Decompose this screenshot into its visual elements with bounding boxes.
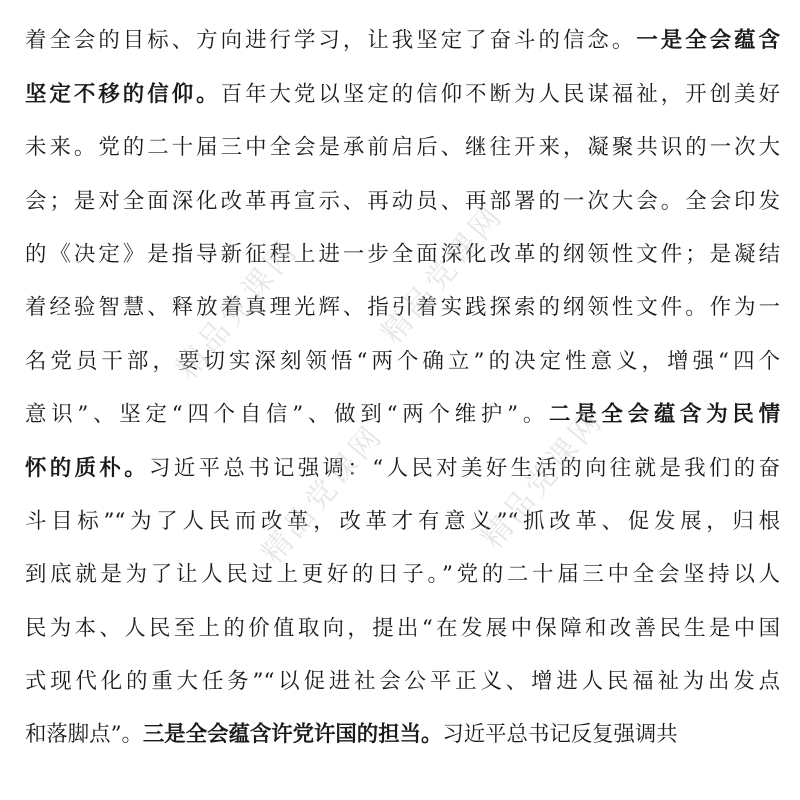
bold-heading-segment: 坚定不移的信仰。 [25,81,221,107]
bold-heading-segment: 怀的质朴。 [25,455,150,481]
text-line [25,335,780,388]
text-line [25,175,780,228]
text-line [25,388,780,441]
text-line [25,495,780,548]
text-segment: 未来。党的二十届三中全会是承前启后、继往开来，凝聚共识的一次大 [25,135,780,161]
text-line [25,708,780,761]
bold-heading-segment: 一是全会蕴含 [636,28,780,54]
text-segment: 习近平总书记强调：“人民对美好生活的向往就是我们的奋 [149,455,780,481]
body-text [25,0,780,762]
text-line [25,548,780,601]
text-segment: 意识”、坚定“四个自信”、做到“两个维护”。 [25,402,550,428]
text-line [25,602,780,655]
text-segment: 名党员干部，要切实深刻领悟“两个确立”的决定性意义，增强“四个 [25,348,780,374]
watermark: 精品党课网 [169,232,306,386]
text-segment: 习近平总书记反复强调共 [442,722,678,748]
watermark: 精品党课网 [474,402,611,556]
text-segment: 着经验智慧、释放着真理光辉、指引着实践探索的纲领性文件。作为一 [25,295,780,321]
text-segment: 的《决定》是指导新征程上进一步全面深化改革的纲领性文件；是凝结 [25,241,780,267]
text-line [25,442,780,495]
text-segment: 百年大党以坚定的信仰不断为人民谋福祉，开创美好 [220,81,780,107]
text-segment: 到底就是为了让人民过上更好的日子。”党的二十届三中全会坚持以人 [25,562,780,588]
text-segment: 会；是对全面深化改革再宣示、再动员、再部署的一次大会。全会印发 [25,188,780,214]
watermark: 精品党课网 [374,197,511,351]
text-segment: 式现代化的重大任务”“以促进社会公平正义、增进人民福祉为出发点 [25,669,780,695]
text-segment: 斗目标”“为了人民而改革，改革才有意义”“抓改革、促发展，归根 [25,508,780,534]
text-line [25,228,780,281]
bold-heading-segment: 二是全会蕴含为民情 [549,402,780,428]
text-line [25,68,780,121]
text-line [25,121,780,174]
text-line [25,281,780,334]
bold-heading-segment: 三是全会蕴含许党许国的担当。 [142,722,443,748]
text-segment: 着全会的目标、方向进行学习，让我坚定了奋斗的信念。 [25,28,637,54]
text-line [25,655,780,708]
text-segment: 和落脚点”。 [25,722,143,748]
text-segment: 民为本、人民至上的价值取向，提出“在发展中保障和改善民生是中国 [25,615,780,641]
text-line [25,14,780,67]
watermark: 精品党课网 [254,417,391,571]
text-line [25,0,780,14]
